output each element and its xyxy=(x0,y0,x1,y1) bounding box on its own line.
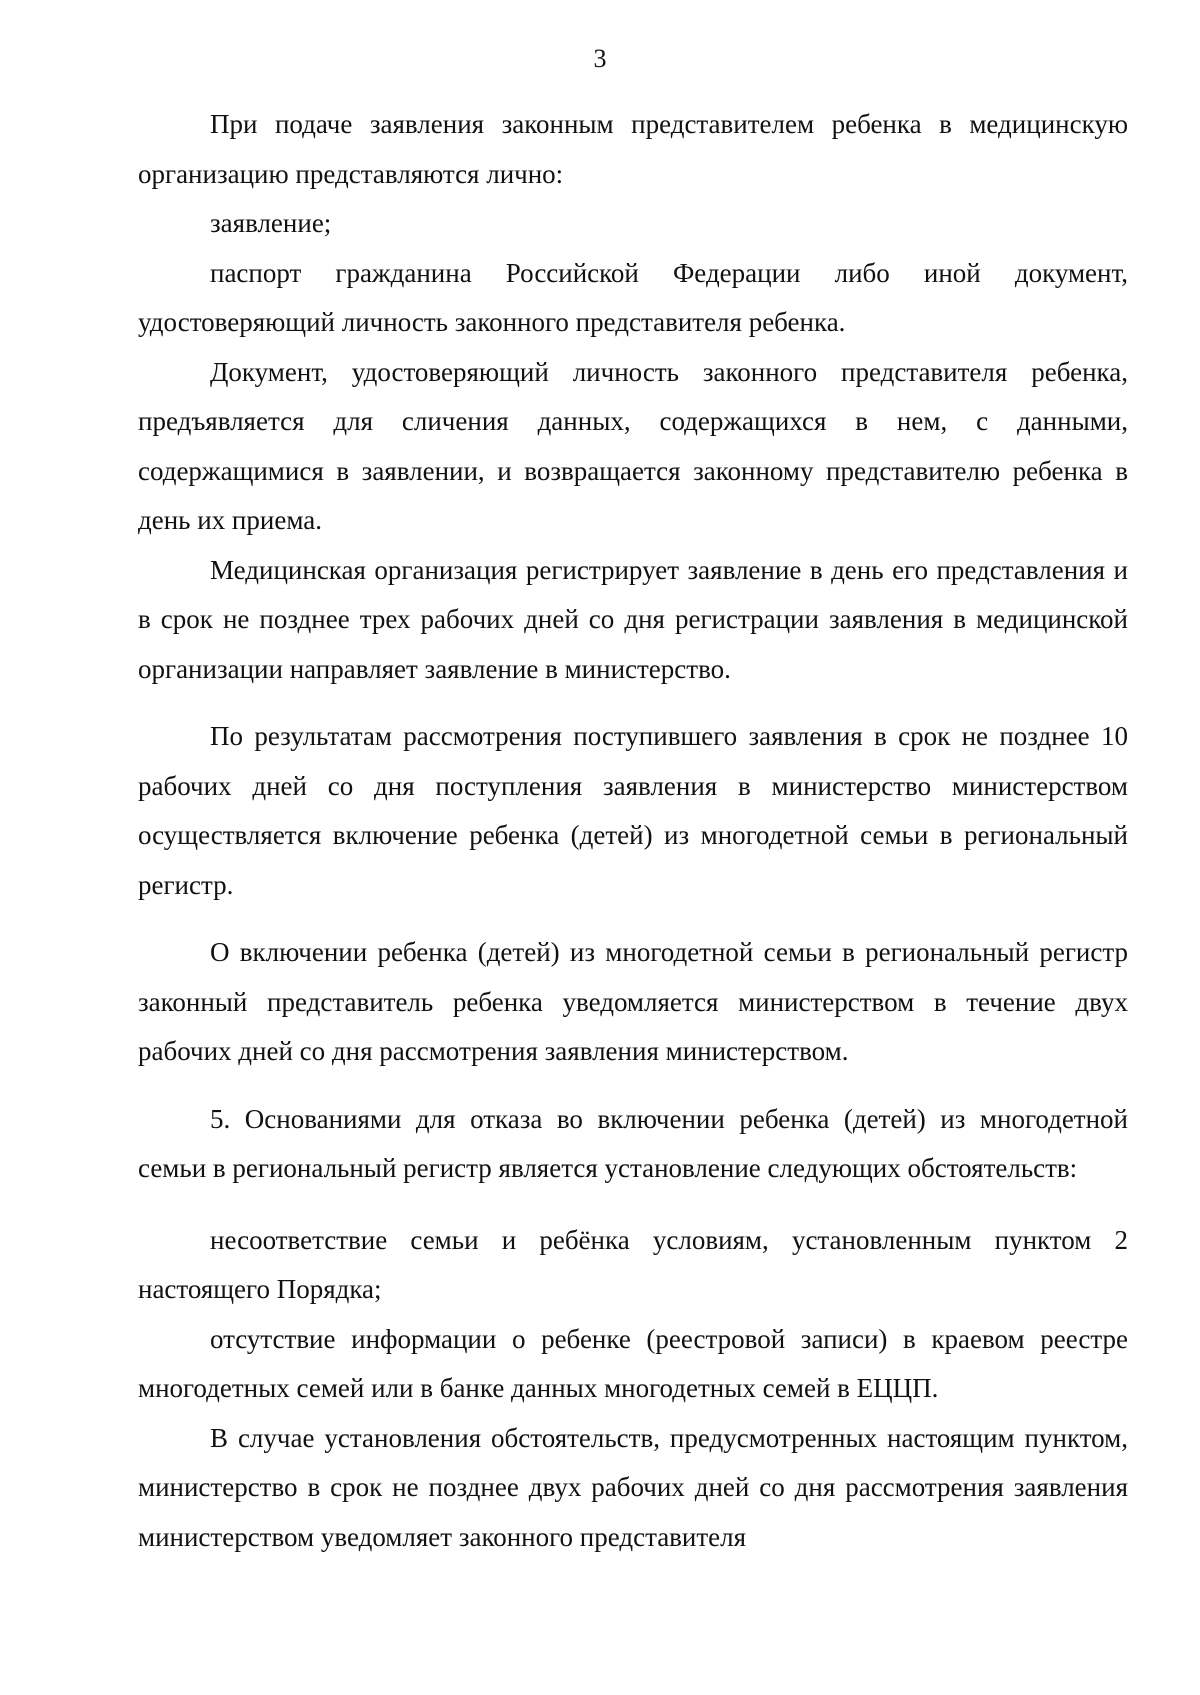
paragraph-refusal-notice: В случае установления обстоятельств, предусмотренных настоящим пунктом, министерство в срок не позднее двух рабочих дней со дня рассмотрения заявления министерством уведомляет законного представителя xyxy=(138,1422,1128,1552)
paragraph-passport-item: паспорт гражданина Российской Федерации либо иной документ, удостоверяющий личность законного представителя ребенка. xyxy=(138,257,1128,337)
paragraph-identity-document: Документ, удостоверяющий личность законного представителя ребенка, предъявляется для сличения данных, содержащихся в нем, с данными, содержащимися в заявлении, и возвращается законному представителю ребенка в день их приема. xyxy=(138,356,1128,535)
paragraph-submission-intro: При подаче заявления законным представителем ребенка в медицинскую организацию представляются лично: xyxy=(138,109,1128,189)
paragraph-application-item: заявление; xyxy=(210,208,332,238)
page-number: 3 xyxy=(593,44,607,73)
paragraph-missing-record: отсутствие информации о ребенке (реестровой записи) в краевом реестре многодетных семей или в банке данных многодетных семей в ЕЦЦП. xyxy=(138,1323,1128,1403)
paragraph-review-results: По результатам рассмотрения поступившего заявления в срок не позднее 10 рабочих дней со дня поступления заявления в министерство министерством осуществляется включение ребенка (детей) из многодетной семьи в региональный регистр. xyxy=(138,721,1128,900)
paragraph-refusal-grounds: 5. Основаниями для отказа во включении ребенка (детей) из многодетной семьи в региональный регистр является установление следующих обстоятельств: xyxy=(138,1103,1128,1183)
paragraph-medical-registration: Медицинская организация регистрирует заявление в день его представления и в срок не позднее трех рабочих дней со дня регистрации заявления в медицинской организации направляет заявление в министерство. xyxy=(138,554,1128,684)
paragraph-inclusion-notice: О включении ребенка (детей) из многодетной семьи в региональный регистр законный представитель ребенка уведомляется министерством в течение двух рабочих дней со дня рассмотрения заявления министерством. xyxy=(138,937,1128,1066)
paragraph-nonconformity: несоответствие семьи и ребёнка условиям, установленным пунктом 2 настоящего Порядка; xyxy=(138,1224,1128,1304)
document-body xyxy=(138,100,1128,1562)
